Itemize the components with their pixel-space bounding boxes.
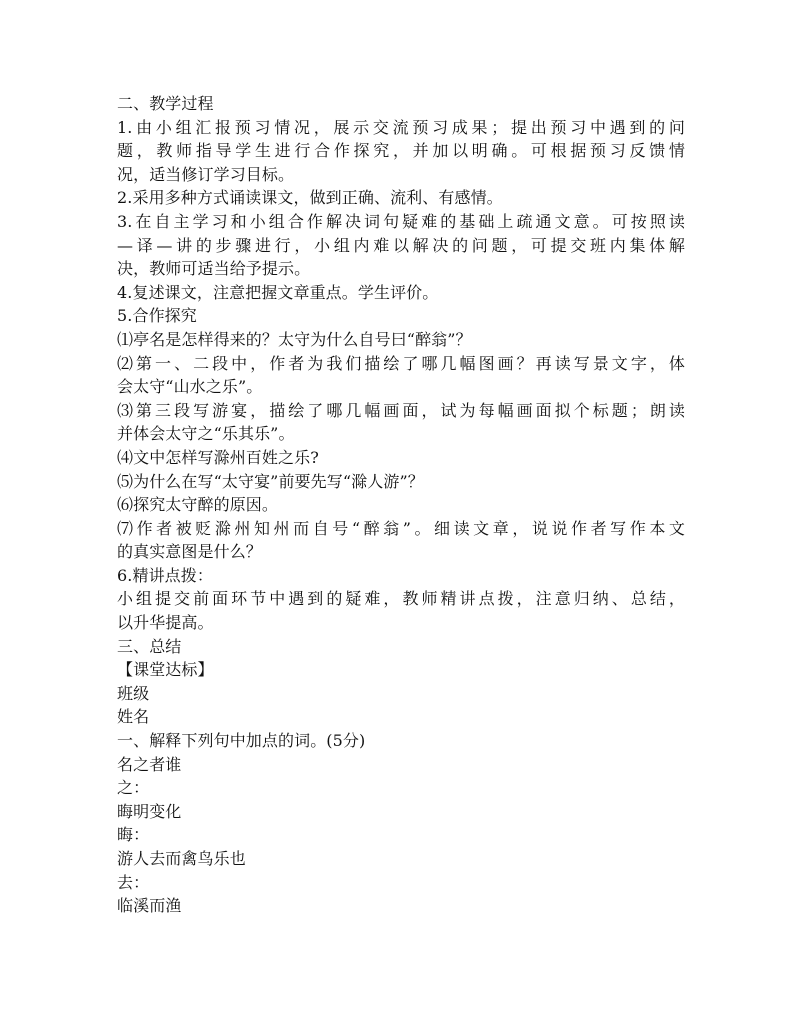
text-line: ⑺作者被贬滁州知州而自号“醉翁”。细读文章，说说作者写作本文 <box>117 518 685 538</box>
text-line: 【课堂达标】 <box>117 660 214 680</box>
text-line: 二、教学过程 <box>117 94 214 113</box>
text-line: —译—讲的步骤进行，小组内难以解决的问题，可提交班内集体解 <box>117 235 685 255</box>
text-line: 名之者谁 <box>117 754 182 774</box>
text-line: 游人去而禽鸟乐也 <box>117 849 246 868</box>
document-page <box>117 92 685 918</box>
text-line: 之： <box>117 778 150 798</box>
text-line: ⑴亭名是怎样得来的？太守为什么自号曰“醉翁”？ <box>117 329 472 349</box>
text-line: 6.精讲点拨： <box>117 565 213 585</box>
text-line: 况，适当修订学习目标。 <box>117 164 295 184</box>
text-line: ⑷文中怎样写滁州百姓之乐? <box>117 447 319 467</box>
text-line: 以升华提高。 <box>117 613 214 633</box>
text-line: 的真实意图是什么？ <box>117 542 262 562</box>
text-line: 并体会太守之“乐其乐”。 <box>117 424 295 444</box>
text-line: 2.采用多种方式诵读课文，做到正确、流利、有感情。 <box>117 188 503 208</box>
text-line: 晦明变化 <box>117 801 182 821</box>
text-line: 1.由小组汇报预习情况，展示交流预习成果；提出预习中遇到的问 <box>117 117 685 137</box>
text-line: 班级 <box>117 683 150 703</box>
text-line: ⑸为什么在写“太守宴”前要先写“滁人游”？ <box>117 471 424 491</box>
text-line: ⑹探究太守醉的原因。 <box>117 495 279 515</box>
text-line: 5.合作探究 <box>117 306 197 326</box>
text-line: 决，教师可适当给予提示。 <box>117 259 311 279</box>
text-line: 三、总结 <box>117 636 182 656</box>
text-line: 姓名 <box>117 707 150 727</box>
text-line: 4.复述课文，注意把握文章重点。学生评价。 <box>117 282 439 302</box>
text-line: 去： <box>117 872 150 892</box>
text-line: 一、解释下列句中加点的词。(5分) <box>117 731 366 751</box>
text-line: 临溪而渔 <box>117 896 182 916</box>
text-line: 3.在自主学习和小组合作解决词句疑难的基础上疏通文意。可按照读 <box>117 211 685 231</box>
text-line: 会太守“山水之乐”。 <box>117 377 263 397</box>
text-line: ⑵第一、二段中，作者为我们描绘了哪几幅图画？再读写景文字，体 <box>117 353 685 373</box>
text-line: ⑶第三段写游宴，描绘了哪几幅画面，试为每幅画面拟个标题；朗读 <box>117 400 685 420</box>
text-line: 小组提交前面环节中遇到的疑难，教师精讲点拨，注意归纳、总结， <box>117 589 685 609</box>
text-line: 题，教师指导学生进行合作探究，并加以明确。可根据预习反馈情 <box>117 141 685 161</box>
text-line: 晦： <box>117 825 150 845</box>
